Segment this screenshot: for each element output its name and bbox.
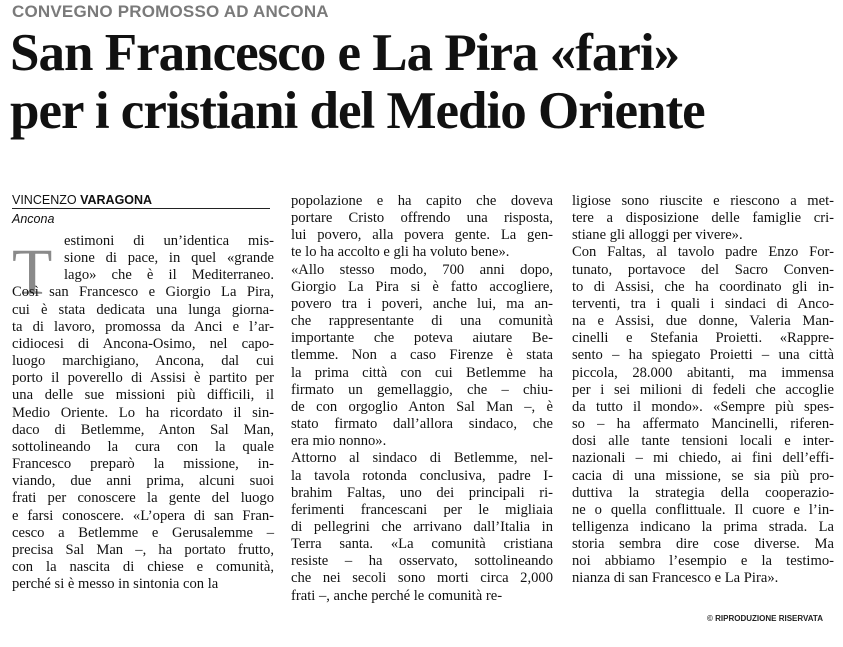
article-line: lui povero, alla povera gente. La gen- [291,227,553,244]
article-line: Con Faltas, al tavolo padre Enzo For- [572,244,834,261]
drop-cap: T [12,236,53,309]
article-line: era mio nonno». [291,433,387,450]
article-line: la tavola rotonda conclusiva, padre I- [291,467,553,484]
article-line: importante che poteva aiutare Be- [291,330,553,347]
article-line: per i sei milioni di fedeli che accoglie [572,381,834,398]
article-column-1 [12,233,274,593]
article-line: Medio Oriente. Lo ha ricordato il sin- [12,404,274,421]
article-column-3 [572,193,834,588]
article-line: che nei secoli sono morti circa 2,000 [291,570,553,587]
article-line: cinelli e Stefania Proietti. «Rappre- [572,330,834,347]
article-line: la prima città con cui Betlemme ha [291,364,553,381]
article-line: frati –, anche perché le comunità re- [291,587,503,604]
article-line: resiste – ha osservato, sottolineando [291,553,553,570]
article-line: piccola, 28.000 abitanti, ma immensa [572,364,834,381]
article-line: tlemme. Non a caso Firenze è stata [291,347,553,364]
article-line: «Allo stesso modo, 700 anni dopo, [291,261,553,278]
article-line: popolazione e ha capito che doveva [291,193,553,209]
article-line: de con orgoglio Anton Sal Man –, è [291,398,553,415]
article-line: na e Assisi, due donne, Valeria Man- [572,313,834,330]
article-line: stiane gli alloggi per vivere». [572,227,743,244]
article-line: sione di pace, in quel «grande [64,250,274,267]
byline-first-name: VINCENZO [12,193,77,207]
byline [12,193,270,209]
article-line: frati per conoscere la gente del luogo [12,490,274,507]
article-line: e farsi conoscere. «L’opera di san Fran- [12,507,274,524]
article-line: terventi, tra i quali i sindaci di Anco- [572,295,834,312]
article-line: stato firmato dall’allora sindaco, che [291,416,553,433]
article-line: nazionali – mi chiedo, ai fini dell’effi- [572,450,834,467]
article-line: ne o quella conflittuale. Il cuore e l’in- [572,501,834,518]
article-line: storia sembra dire cose diverse. Ma [572,536,834,553]
article-line: dosi alle tante tensioni locali e inter- [572,433,834,450]
article-line: brahim Faltas, uno dei principali ri- [291,484,553,501]
article-line: ferimenti francescani per le migliaia [291,501,553,518]
article-line: una delle sue missioni più difficili, il [12,387,274,404]
copyright-notice: © RIPRODUZIONE RISERVATA [707,614,823,623]
article-line: duttiva la strategia della cooperazio- [572,484,834,501]
article-line: ligiose sono riuscite e riescono a met- [572,193,834,209]
article-line: di pellegrini che arrivano dall’Italia in [291,518,553,535]
article-line: daco di Betlemme, Anton Sal Man, [12,421,274,438]
article-line: perché si è messo in sintonia con la [12,576,219,593]
article-line: sento – ha spiegato Proietti – una città [572,347,834,364]
article-line: Così san Francesco e Giorgio La Pira, [12,284,274,301]
article-line: cacia di una missione, se sia più pro- [572,467,834,484]
byline-surname: VARAGONA [80,193,153,207]
article-line: tunato, portavoce del Sacro Conven- [572,261,834,278]
article-column-2 [291,193,553,605]
article-line: estimoni di un’identica mis- [64,233,274,249]
headline [10,24,840,140]
article-line: tere a disposizione delle famiglie cri- [572,210,834,227]
article-line: te lo ha accolto e gli ha voluto bene». [291,244,510,261]
article-line: da tutto il mondo». «Sempre più spes- [572,398,834,415]
article-line: che rappresentante di una comunità [291,313,553,330]
article-line: Giorgio La Pira si è fatto accogliere, [291,278,553,295]
headline-line-2: per i cristiani del Medio Oriente [10,82,705,140]
article-line: telligenza indicano la prima strada. La [572,518,834,535]
article-line: cui è stata dedicata una lunga giorna- [12,301,274,318]
headline-line-1: San Francesco e La Pira «fari» [10,24,680,82]
kicker: CONVEGNO PROMOSSO AD ANCONA [12,2,329,21]
article-line: cidiocesi di Ancona-Osimo, nel capo- [12,335,274,352]
article-line: con la nascita di chiese e comunità, [12,558,274,575]
article-line: viando, due anni prima, alcuni suoi [12,473,274,490]
article-line: nianza di san Francesco e La Pira». [572,570,779,587]
article-line: noi abbiamo l’esempio e la testimo- [572,553,834,570]
article-line: luogo marchigiano, Ancona, dal cui [12,353,274,370]
article-line: ta di lavoro, promossa da Anci e l’ar- [12,318,274,335]
article-line: povero tra i poveri, anche lui, ma an- [291,295,553,312]
article-line: porto il poverello di Assisi è partito per [12,370,274,387]
article-line: so – ha affermato Mancinelli, riferen- [572,416,834,433]
article-line: Terra santa. «La comunità cristiana [291,536,553,553]
article-line: cesco a Betlemme e Gerusalemme – [12,524,274,541]
article-line: sottolineando la cura con la quale [12,438,274,455]
article-line: firmato un gemellaggio, che – chiu- [291,381,553,398]
byline-location: Ancona [12,212,55,226]
article-line: portare Cristo offrendo una risposta, [291,210,553,227]
article-line: lago» che è il Mediterraneo. [64,267,274,284]
article-line: precisa Sal Man –, ha portato frutto, [12,541,274,558]
article-line: to di Assisi, che ha coordinato gli in- [572,278,834,295]
article-line: Francesco preparò la missione, in- [12,456,274,473]
article-line: Attorno al sindaco di Betlemme, nel- [291,450,553,467]
